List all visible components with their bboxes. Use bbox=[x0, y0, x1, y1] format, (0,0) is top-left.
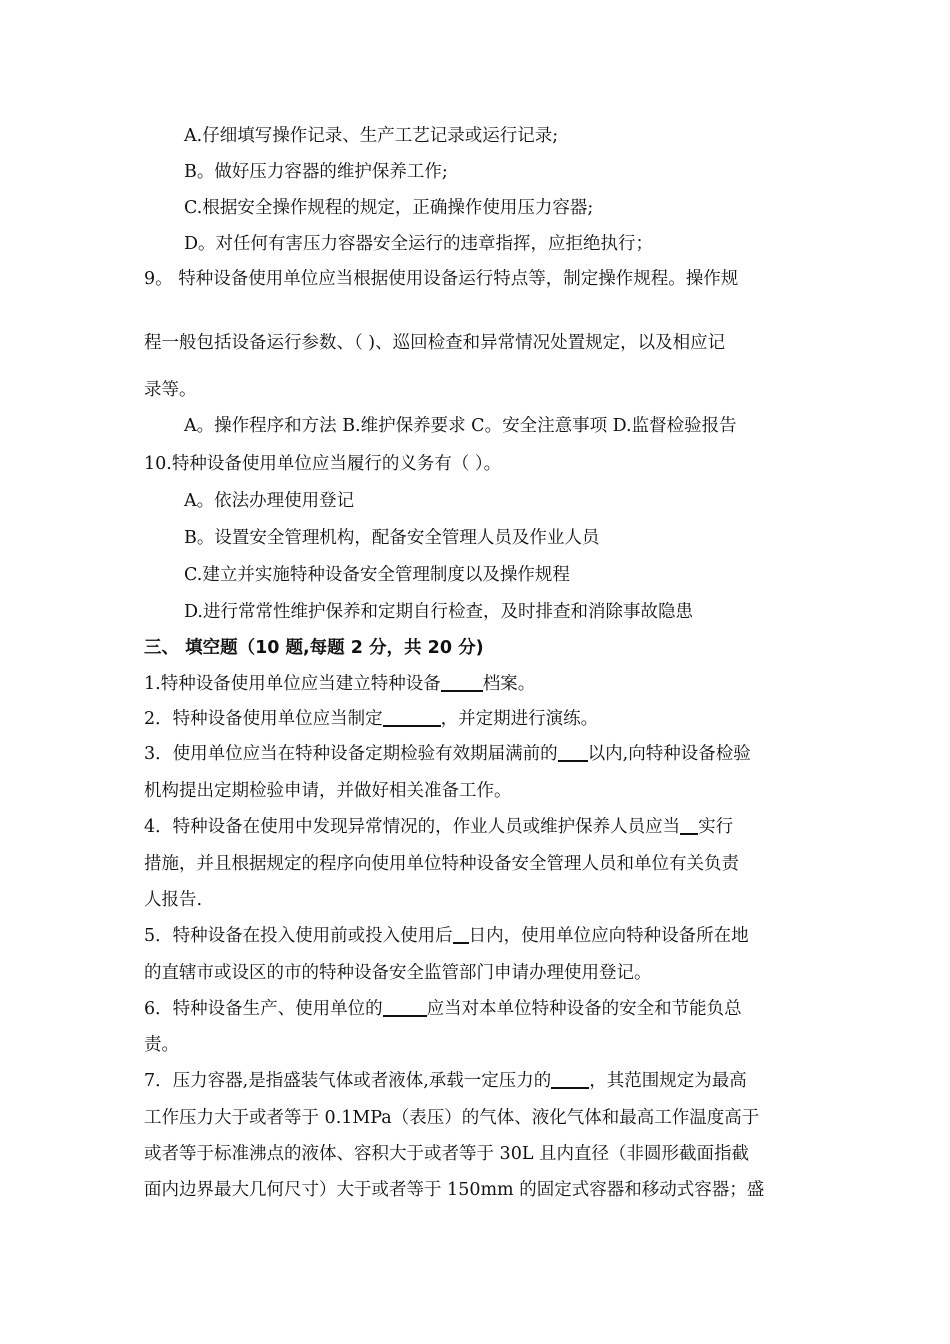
fill-q2 bbox=[144, 707, 598, 731]
q10-option-a: A。依法办理使用登记 bbox=[184, 491, 355, 511]
fill-q7 bbox=[144, 1069, 747, 1093]
fill-q4-before: 4．特种设备在使用中发现异常情况的，作业人员或维护保养人员应当 bbox=[144, 817, 681, 837]
q10-option-c: C.建立并实施特种设备安全管理制度以及操作规程 bbox=[184, 565, 570, 585]
blank-line bbox=[383, 997, 427, 1017]
blank-line bbox=[453, 924, 469, 944]
q10-stem: 10.特种设备使用单位应当履行的义务有（ ）。 bbox=[144, 454, 502, 474]
q9-stem-line1: 9。 特种设备使用单位应当根据使用设备运行特点等，制定操作规程。操作规 bbox=[144, 269, 739, 289]
blank-line bbox=[441, 672, 483, 692]
fill-q5 bbox=[144, 924, 749, 948]
fill-q1-before: 1.特种设备使用单位应当建立特种设备 bbox=[144, 674, 441, 694]
fill-q7-line2: 工作压力大于或者等于 0.1MPa（表压）的气体、液化气体和最高工作温度高于 bbox=[144, 1108, 760, 1128]
fill-q3-after: 以内,向特种设备检验 bbox=[587, 744, 751, 764]
fill-q6-line2: 责。 bbox=[144, 1035, 179, 1055]
fill-q7-line4: 面内边界最大几何尺寸）大于或者等于 150mm 的固定式容器和移动式容器；盛 bbox=[144, 1180, 765, 1200]
blank-line bbox=[680, 815, 698, 835]
fill-q4-after: 实行 bbox=[698, 817, 734, 837]
q8-option-b: B。做好压力容器的维护保养工作; bbox=[184, 162, 448, 182]
fill-q7-after: ，其范围规定为最高 bbox=[589, 1071, 747, 1091]
fill-q1-after: 档案。 bbox=[482, 674, 536, 694]
fill-q7-line3: 或者等于标准沸点的液体、容积大于或者等于 30L 且内直径（非圆形截面指截 bbox=[144, 1144, 750, 1164]
fill-q2-before: 2．特种设备使用单位应当制定 bbox=[144, 709, 383, 729]
fill-q5-line2: 的直辖市或设区的市的特种设备安全监管部门申请办理使用登记。 bbox=[144, 963, 652, 983]
q10-option-d: D.进行常常性维护保养和定期自行检查，及时排查和消除事故隐患 bbox=[184, 602, 693, 622]
q8-option-d: D。对任何有害压力容器安全运行的违章指挥，应拒绝执行； bbox=[184, 234, 654, 254]
blank-line bbox=[558, 742, 588, 762]
fill-q3-before: 3．使用单位应当在特种设备定期检验有效期届满前的 bbox=[144, 744, 558, 764]
q9-stem-line2: 程一般包括设备运行参数、（ )、巡回检查和异常情况处置规定，以及相应记 bbox=[144, 333, 726, 353]
fill-q3-line2: 机构提出定期检验申请，并做好相关准备工作。 bbox=[144, 781, 512, 801]
fill-q4 bbox=[144, 815, 733, 839]
fill-q4-line2: 措施，并且根据规定的程序向使用单位特种设备安全管理人员和单位有关负责 bbox=[144, 854, 739, 874]
fill-q6 bbox=[144, 997, 742, 1021]
fill-q6-after: 应当对本单位特种设备的安全和节能负总 bbox=[426, 999, 742, 1019]
fill-q2-after: ，并定期进行演练。 bbox=[440, 709, 599, 729]
blank-line bbox=[551, 1069, 589, 1089]
blank-line bbox=[383, 707, 441, 727]
fill-q7-before: 7．压力容器,是指盛装气体或者液体,承载一定压力的 bbox=[144, 1071, 552, 1091]
fill-q1 bbox=[144, 672, 535, 696]
fill-q5-before: 5．特种设备在投入使用前或投入使用后 bbox=[144, 926, 453, 946]
fill-q3 bbox=[144, 742, 751, 766]
q9-stem-line3: 录等。 bbox=[144, 380, 197, 400]
q9-options: A。操作程序和方法 B.维护保养要求 C。安全注意事项 D.监督检验报告 bbox=[184, 416, 737, 436]
fill-q5-after: 日内，使用单位应向特种设备所在地 bbox=[468, 926, 749, 946]
q8-option-a: A.仔细填写操作记录、生产工艺记录或运行记录; bbox=[184, 126, 559, 146]
q10-option-b: B。设置安全管理机构，配备安全管理人员及作业人员 bbox=[184, 528, 600, 548]
fill-q4-line3: 人报告. bbox=[144, 890, 203, 910]
fill-q6-before: 6．特种设备生产、使用单位的 bbox=[144, 999, 383, 1019]
section-3-title: 三、 填空题（10 题,每题 2 分，共 20 分) bbox=[144, 638, 484, 658]
q8-option-c: C.根据安全操作规程的规定，正确操作使用压力容器; bbox=[184, 198, 594, 218]
